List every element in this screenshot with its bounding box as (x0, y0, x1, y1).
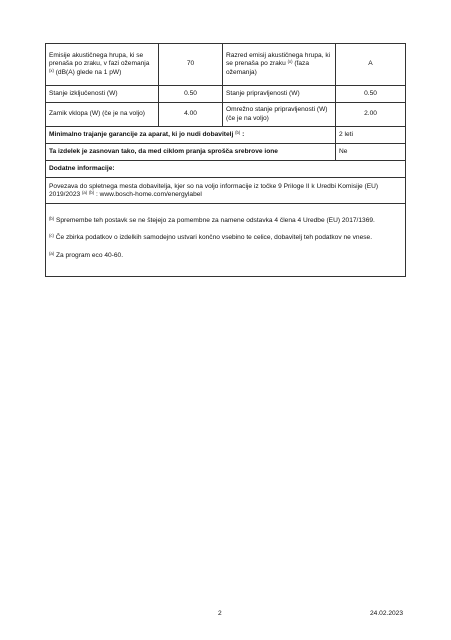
label-text: : (242, 130, 245, 138)
delay-start-value: 4.00 (159, 103, 223, 127)
footer-date: 24.02.2023 (369, 610, 403, 617)
footnote (49, 217, 402, 226)
footnote-marker: (c) (49, 233, 54, 239)
footnote-marker: (b) (88, 190, 95, 196)
noise-emission-value: 70 (159, 44, 223, 86)
network-standby-label: Omrežno stanje pripravljenosti (W) (če je na voljo) (223, 103, 336, 127)
label-text: Minimalno trajanje garancije za aparat, ki jo nudi dobavitelj (49, 130, 234, 138)
off-mode-label: Stanje izključenosti (W) (46, 86, 159, 103)
delay-start-label: Zamik vklopa (W) (če je na voljo) (46, 103, 159, 127)
label-text: (faza ožemanja) (226, 60, 309, 76)
table-row (46, 44, 406, 86)
specs-table (45, 43, 406, 277)
table-row (46, 144, 406, 161)
footnote-marker: (b) (235, 129, 241, 135)
silver-ions-value: Ne (336, 144, 406, 161)
label-text: (dB(A) glede na 1 pW) (55, 68, 122, 76)
silver-ions-label: Ta izdelek je zasnovan tako, da med ciklom pranja sprošča srebrove ione (46, 144, 336, 161)
supplier-link-paragraph (49, 180, 402, 202)
table-row (46, 161, 406, 178)
footnote (49, 234, 402, 243)
footnote-marker: (x) (287, 59, 293, 65)
standby-value: 0.50 (336, 86, 406, 103)
footnote-marker: (a) (82, 190, 88, 196)
table-row (46, 204, 406, 277)
paragraph-text: Povezava do spletnega mesta dobavitelja, kjer so na voljo informacije iz točke 9 Priloge II k Uredbi Komisije (EU) 2019/2023 (49, 182, 379, 199)
table-row (46, 127, 406, 144)
label-text: Emisije akustičnega hrupa, ki se prenaša po zraku, v fazi ožemanja (49, 51, 150, 68)
noise-class-label (223, 44, 336, 86)
noise-emission-label (46, 44, 159, 86)
warranty-label (46, 127, 336, 144)
product-info-sheet (45, 43, 405, 277)
page-number: 2 (218, 610, 222, 617)
footnote-marker: (a) (49, 250, 55, 256)
footnote-text: Za program eco 40-60. (55, 251, 124, 259)
warranty-value: 2 leti (336, 127, 406, 144)
footnote-marker: (b) (49, 215, 55, 221)
standby-label: Stanje pripravljenosti (W) (223, 86, 336, 103)
label-text: Razred emisij akustičnega hrupa, ki se prenaša po zraku (226, 51, 331, 68)
table-row (46, 103, 406, 127)
off-mode-value: 0.50 (159, 86, 223, 103)
table-row (46, 178, 406, 204)
table-row (46, 86, 406, 103)
paragraph-text: : www.bosch-home.com/energylabel (95, 191, 202, 199)
noise-class-value: A (336, 44, 406, 86)
footnotes-cell (46, 204, 406, 277)
footnote-text: Spremembe teh postavk se ne štejejo za pomembne za namene odstavka 4 člena 4 Uredbe (EU) 2017/1369. (55, 216, 375, 224)
network-standby-value: 2.00 (336, 103, 406, 127)
additional-info-cell (46, 178, 406, 204)
additional-info-heading: Dodatne informacije: (46, 161, 406, 178)
footnote-marker: (x) (49, 67, 54, 73)
footnote-text: Če zbirka podatkov o izdelkih samodejno ustvari končno vsebino te celice, dobavitelj teh podatkov ne vnese. (55, 234, 373, 242)
footnote (49, 252, 402, 261)
